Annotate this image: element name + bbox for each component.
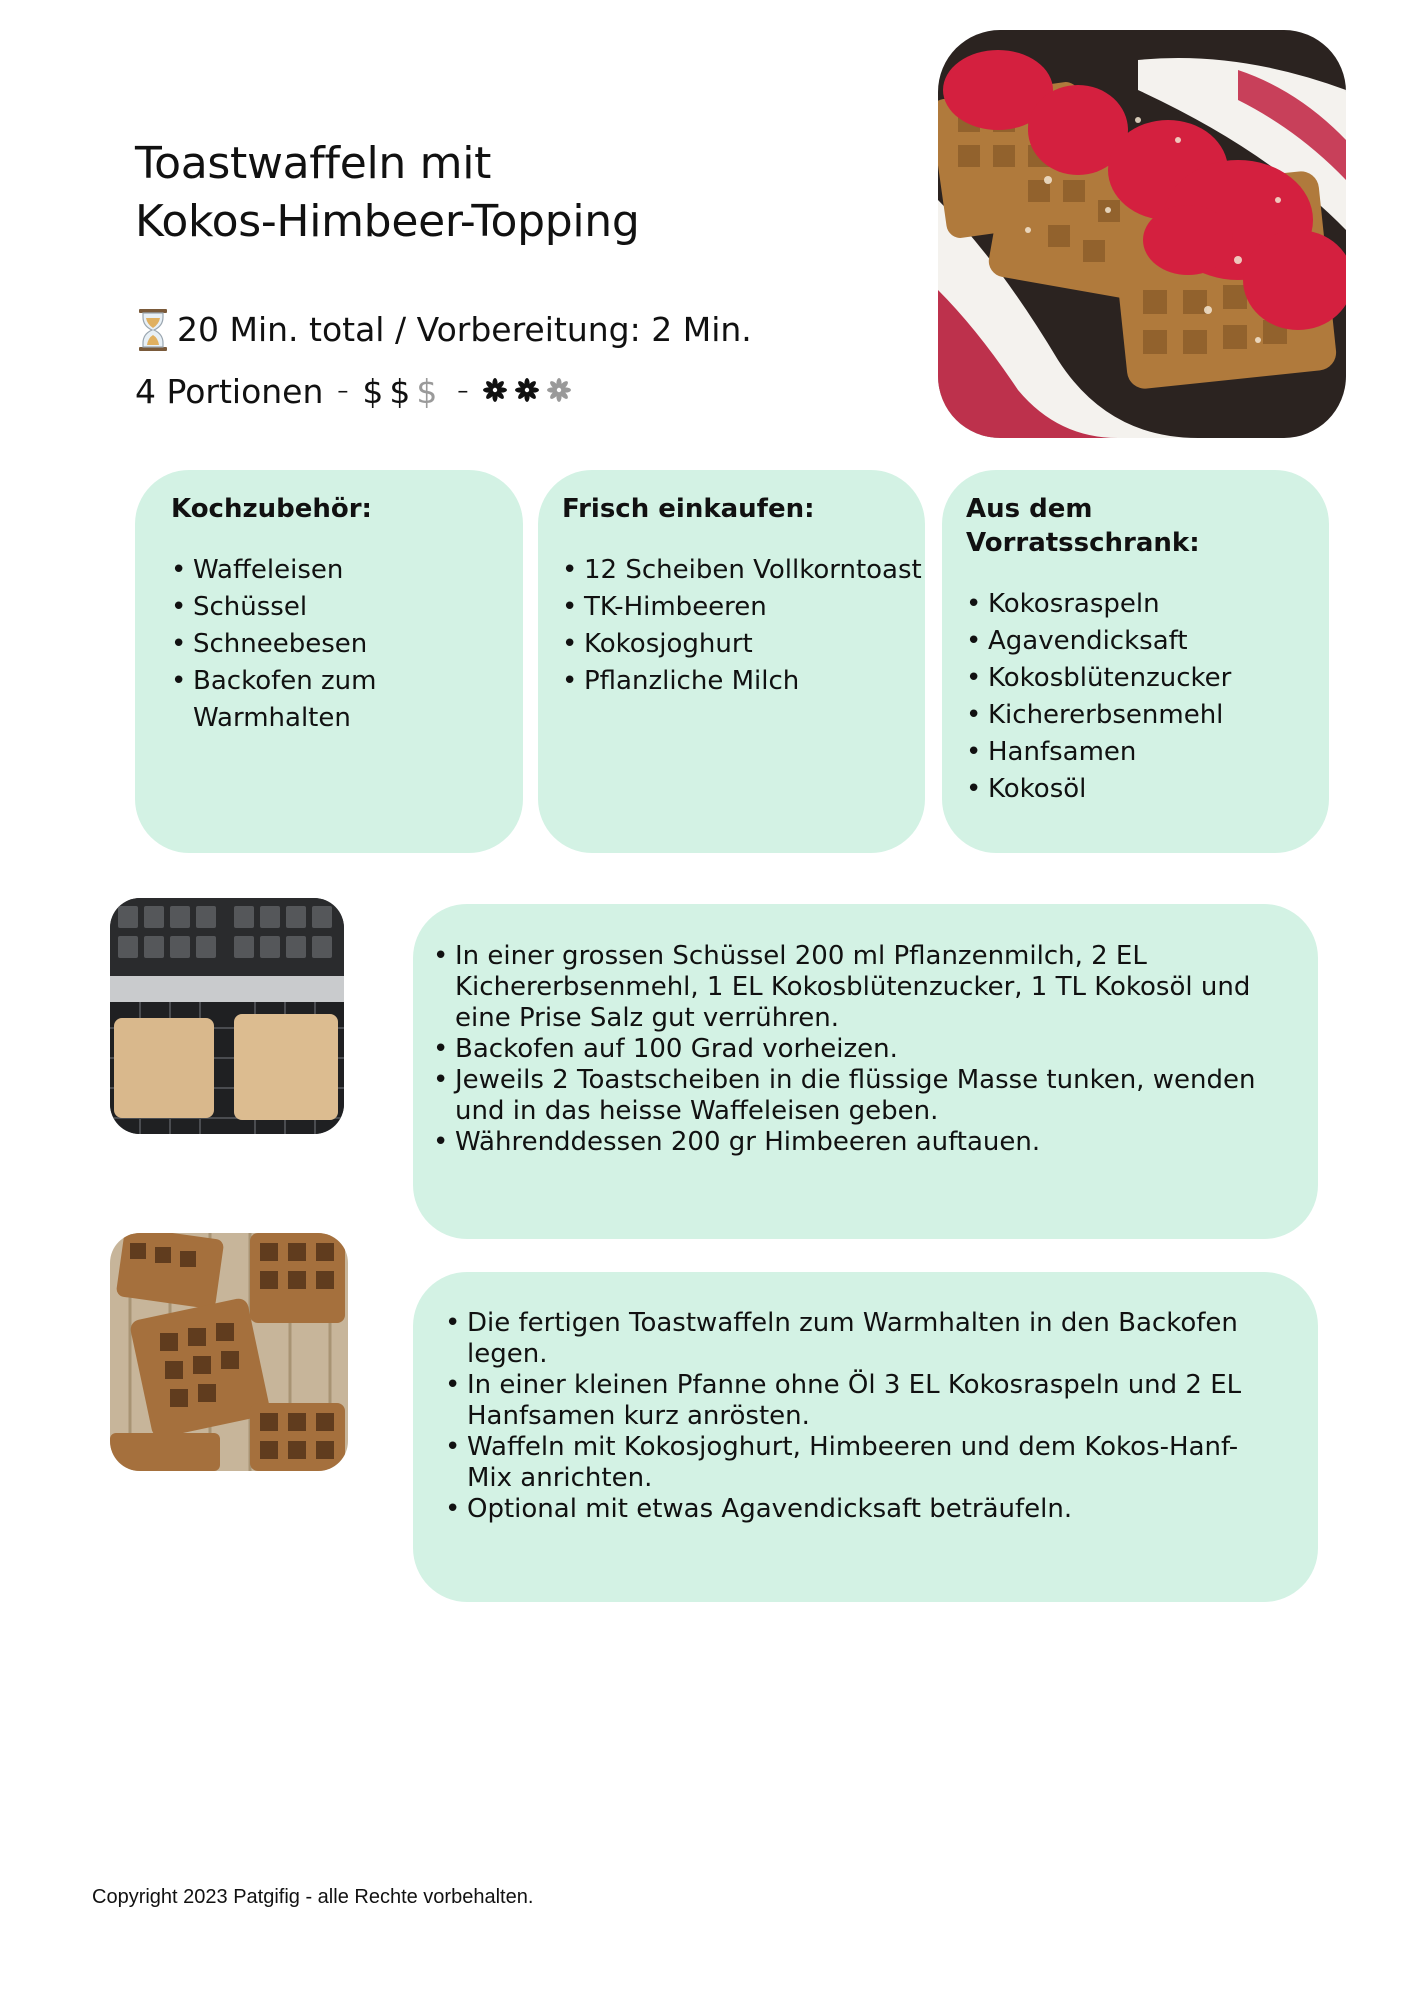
time-info (135, 308, 752, 352)
waffle-raspberry-image (938, 30, 1346, 438)
list-item: • Kokosblütenzucker (966, 660, 1329, 697)
list-item: • TK-Himbeeren (562, 589, 925, 626)
waffle-iron-photo (110, 898, 344, 1134)
steps-box-2 (413, 1272, 1318, 1602)
list-item: • Waffeln mit Kokosjoghurt, Himbeeren und dem Kokos-Hanf-Mix anrichten. (445, 1432, 1278, 1494)
waffle-iron-image (110, 898, 344, 1134)
steps-list-2 (445, 1308, 1278, 1525)
list-item: • Kichererbsenmehl (966, 697, 1329, 734)
list-item: • Hanfsamen (966, 734, 1329, 771)
fresh-list (562, 552, 925, 700)
list-item: • Backofen auf 100 Grad vorheizen. (433, 1034, 1278, 1065)
separator: – (457, 379, 469, 404)
finished-waffles-image (110, 1233, 348, 1471)
price-rating (362, 370, 443, 414)
list-item: • Jeweils 2 Toastscheiben in die flüssige Masse tunken, wenden und in das heisse Waffeleisen geben. (433, 1065, 1278, 1127)
tools-list (171, 552, 523, 737)
list-item: • Kokosöl (966, 771, 1329, 808)
hourglass-icon (135, 308, 171, 352)
list-item: • Backofen zum Warmhalten (171, 663, 523, 737)
list-item: • Waffeleisen (171, 552, 523, 589)
list-item: • Kokosraspeln (966, 586, 1329, 623)
list-item: • In einer grossen Schüssel 200 ml Pflanzenmilch, 2 EL Kichererbsenmehl, 1 EL Kokosblütenzucker, 1 TL Kokosöl und eine Prise Salz gut verrühren. (433, 941, 1278, 1034)
list-item: • Währenddessen 200 gr Himbeeren auftauen. (433, 1127, 1278, 1158)
tools-heading: Kochzubehör: (171, 494, 372, 524)
pantry-list (966, 586, 1329, 808)
title-line-1: Toastwaffeln mit (135, 138, 492, 189)
tools-box (135, 470, 523, 853)
copyright-footer: Copyright 2023 Patgifig - alle Rechte vorbehalten. (92, 1886, 534, 1908)
list-item: • 12 Scheiben Vollkorntoast (562, 552, 925, 589)
time-text: 20 Min. total / Vorbereitung: 2 Min. (177, 310, 752, 349)
price-symbol: $ (389, 372, 411, 411)
difficulty-rating (482, 370, 578, 414)
list-item: • Pflanzliche Milch (562, 663, 925, 700)
flower-icon (514, 377, 540, 403)
flower-icon (482, 377, 508, 403)
portions: 4 Portionen (135, 372, 324, 411)
finished-waffles-photo (110, 1233, 348, 1471)
recipe-title (135, 135, 755, 251)
list-item: • Die fertigen Toastwaffeln zum Warmhalten in den Backofen legen. (445, 1308, 1278, 1370)
price-symbol: $ (362, 372, 384, 411)
steps-box-1 (413, 904, 1318, 1239)
fresh-box (538, 470, 925, 853)
list-item: • Schüssel (171, 589, 523, 626)
list-item: • Agavendicksaft (966, 623, 1329, 660)
separator: – (337, 379, 349, 404)
list-item: • Kokosjoghurt (562, 626, 925, 663)
list-item: • In einer kleinen Pfanne ohne Öl 3 EL Kokosraspeln und 2 EL Hanfsamen kurz anrösten. (445, 1370, 1278, 1432)
hero-photo (938, 30, 1346, 438)
list-item: • Schneebesen (171, 626, 523, 663)
price-symbol: $ (416, 372, 438, 411)
flower-icon (546, 377, 572, 403)
steps-list-1 (433, 941, 1278, 1158)
title-line-2: Kokos-Himbeer-Topping (135, 196, 640, 247)
pantry-box (942, 470, 1329, 853)
fresh-heading: Frisch einkaufen: (562, 494, 815, 524)
meta-info (135, 370, 578, 414)
list-item: • Optional mit etwas Agavendicksaft beträufeln. (445, 1494, 1278, 1525)
pantry-heading: Aus dem Vorratsschrank: (966, 494, 1200, 558)
